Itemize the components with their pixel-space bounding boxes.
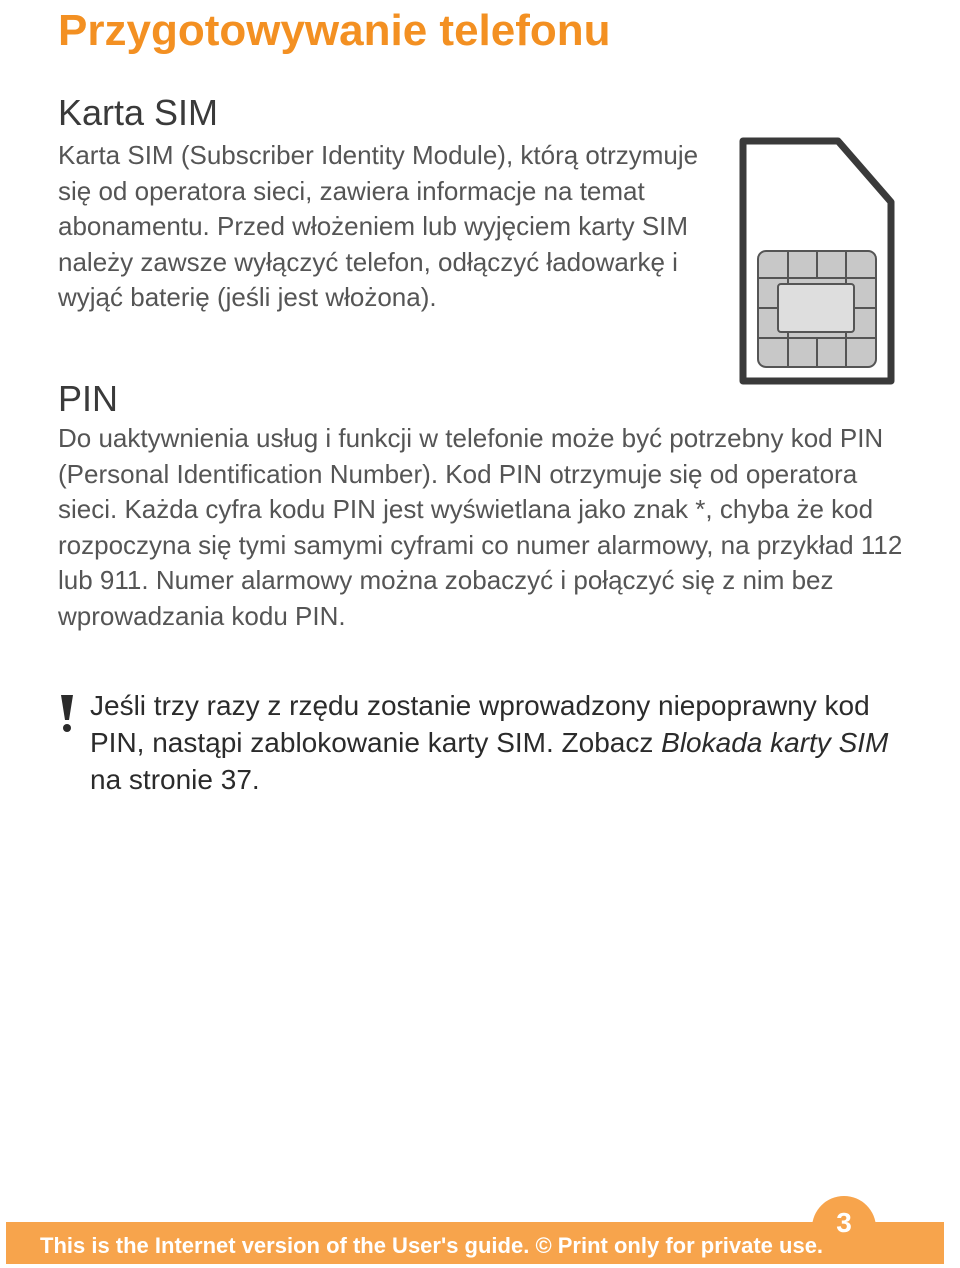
footer-text: This is the Internet version of the User's guide. © Print only for private use.: [40, 1233, 824, 1258]
page-title: Przygotowywanie telefonu: [58, 6, 611, 55]
pin-heading: PIN: [58, 378, 119, 419]
sim-heading: Karta SIM: [58, 92, 219, 133]
note-text: [90, 687, 900, 798]
note-text-after: na stronie 37.: [90, 764, 260, 795]
sim-paragraph: Karta SIM (Subscriber Identity Module), którą otrzymuje się od operatora sieci, zawiera informacje na temat abonamentu. Przed włożeniem lub wyjęciem karty SIM należy zawsze wyłączyć telefon, odłączyć ładowarkę i wyjąć baterię (jeśli jest włożona).: [58, 140, 699, 312]
note-link-blokada[interactable]: Blokada karty SIM: [661, 727, 889, 758]
pin-paragraph: Do uaktywnienia usług i funkcji w telefonie może być potrzebny kod PIN (Personal Identification Number). Kod PIN otrzymuje się od operatora sieci. Każda cyfra kodu PIN jest wyświetlana jako znak *, chyba że kod rozpoczyna się tymi samymi cyframi co numer alarmowy, na przykład 112 lub 911. Numer alarmowy można zobaczyć i połączyć się z nim bez wprowadzania kodu PIN.: [58, 423, 903, 631]
page-number: 3: [836, 1207, 852, 1238]
exclamation-icon: [58, 693, 76, 733]
note-text-before: Jeśli trzy razy z rzędu zostanie wprowadzony niepoprawny kod PIN, nastąpi zablokowanie karty SIM. Zobacz: [90, 690, 870, 758]
sim-card-icon: [738, 136, 896, 386]
